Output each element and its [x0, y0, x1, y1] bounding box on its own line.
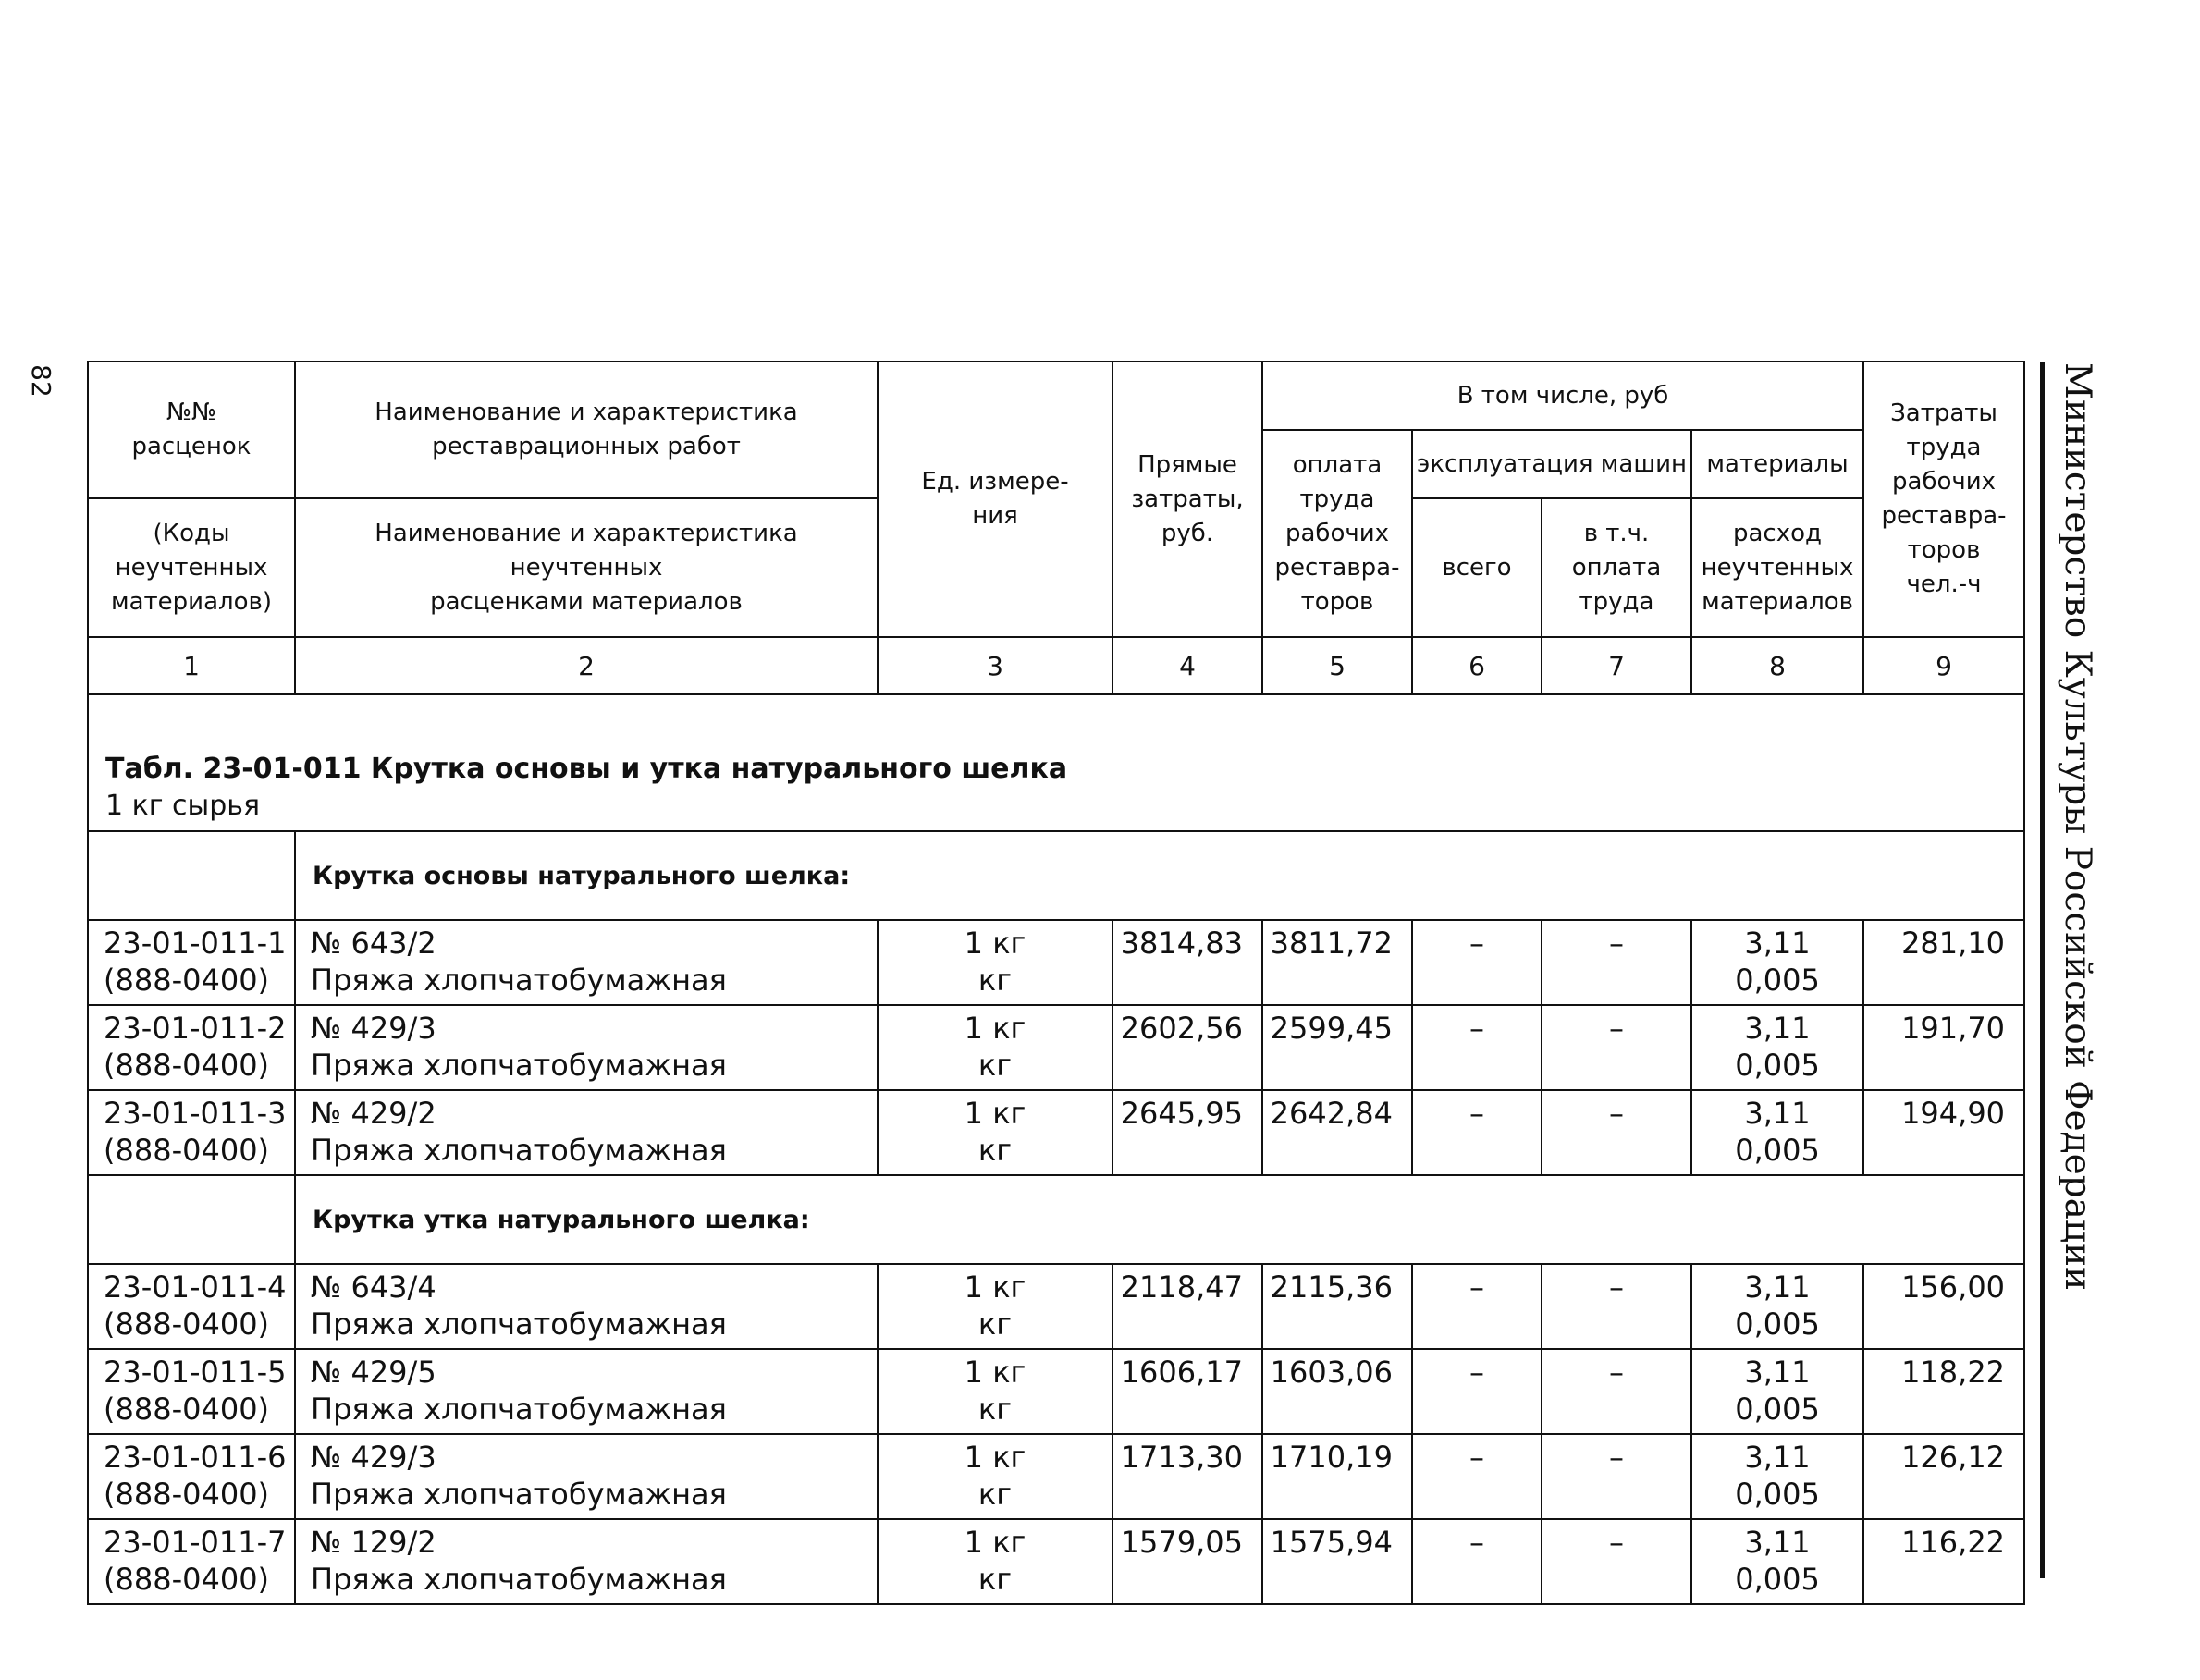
column-number: 6	[1412, 637, 1542, 694]
direct-costs-cell-line-1: 1579,05	[1120, 1525, 1243, 1560]
machines-labor-cell	[1542, 1264, 1691, 1349]
header-text-line: руб.	[1161, 519, 1214, 547]
work-name-cell	[295, 1090, 878, 1175]
work-name-cell-line-1: № 643/4	[311, 1269, 436, 1305]
labor-pay-cell-line-1: 2599,45	[1270, 1011, 1393, 1046]
work-name-cell-line-2: Пряжа хлопчатобумажная	[311, 1048, 727, 1083]
rate-code-cell	[88, 1519, 295, 1604]
table-row	[88, 920, 2024, 1005]
labor-pay-cell-line-1: 1710,19	[1270, 1440, 1393, 1475]
machines-total-cell-line-1: –	[1469, 1011, 1484, 1046]
unit-cell-line-1: 1 кг	[964, 1525, 1026, 1560]
header-text-line: торов	[1907, 536, 1981, 564]
header-text-line: труда	[1906, 434, 1982, 461]
labor-pay-cell	[1262, 1349, 1412, 1434]
unit-cell-line-2: кг	[977, 1306, 1013, 1342]
header-text-line: чел.-ч	[1906, 570, 1982, 598]
header-text-line: №№	[166, 399, 217, 426]
header-text-line: Ед. измере-	[921, 468, 1069, 496]
header-including-group: В том числе, руб	[1262, 362, 1863, 430]
materials-cell-line-2: 0,005	[1735, 1133, 1820, 1168]
direct-costs-cell-line-1: 2602,56	[1120, 1011, 1243, 1046]
table-caption-title: Табл. 23-01-011 Крутка основы и утка натурального шелка	[105, 753, 1068, 785]
header-text-line: Наименование и характеристика неучтенных	[375, 519, 798, 582]
materials-cell-line-1: 3,11	[1744, 1096, 1811, 1131]
rate-code-cell-line-1: 23-01-011-3	[104, 1096, 287, 1131]
labor-hours-cell-line-1: 194,90	[1901, 1096, 2006, 1131]
labor-pay-cell	[1262, 1005, 1412, 1090]
table-row	[88, 1264, 2024, 1349]
rate-code-cell-line-1: 23-01-011-7	[104, 1525, 287, 1560]
unit-cell-line-2: кг	[977, 1392, 1013, 1427]
header-text-line: материалов	[1702, 587, 1853, 616]
table-caption-row	[88, 694, 2024, 831]
column-number: 1	[88, 637, 295, 694]
header-text-line: неучтенных	[115, 553, 268, 582]
header-text-line: труда	[1579, 587, 1654, 616]
materials-cell-line-2: 0,005	[1735, 1562, 1820, 1597]
labor-hours-cell-line-1: 118,22	[1901, 1355, 2006, 1390]
column-number: 5	[1262, 637, 1412, 694]
machines-total-cell-line-1: –	[1469, 1525, 1484, 1560]
direct-costs-cell	[1112, 1005, 1262, 1090]
header-material-codes	[88, 498, 295, 637]
work-name-cell-line-1: № 429/3	[311, 1440, 436, 1475]
materials-cell	[1691, 1090, 1863, 1175]
materials-cell	[1691, 1434, 1863, 1519]
machines-total-cell	[1412, 1519, 1542, 1604]
machines-labor-cell	[1542, 1434, 1691, 1519]
materials-cell-line-2: 0,005	[1735, 1048, 1820, 1083]
header-text-line: неучтенных	[1701, 553, 1854, 582]
header-text-line: реставрационных работ	[432, 433, 741, 460]
header-text-line: затраты,	[1131, 484, 1244, 513]
materials-cell-line-1: 3,11	[1744, 1355, 1811, 1390]
work-name-cell	[295, 920, 878, 1005]
table-row	[88, 1434, 2024, 1519]
machines-labor-cell-line-1: –	[1609, 1011, 1624, 1046]
header-text-line: Затраты	[1890, 399, 1997, 427]
header-work-name	[295, 362, 878, 498]
header-text-line: оплата	[1571, 553, 1662, 582]
direct-costs-cell-line-1: 3814,83	[1120, 926, 1243, 961]
materials-cell-line-1: 3,11	[1744, 926, 1811, 961]
machines-total-cell	[1412, 1434, 1542, 1519]
header-text-line: Прямые	[1137, 450, 1237, 479]
header-text-line: реставра-	[1881, 502, 2007, 530]
header-machines-labor	[1542, 498, 1691, 637]
header-row-main	[88, 362, 2024, 430]
materials-cell	[1691, 1349, 1863, 1434]
header-text-line: ния	[972, 502, 1018, 530]
unit-cell-line-1: 1 кг	[964, 1011, 1026, 1046]
header-text-line: оплата	[1292, 450, 1383, 479]
header-text-line: Наименование и характеристика	[375, 399, 798, 426]
unit-cell-line-2: кг	[977, 963, 1013, 998]
work-name-cell-line-2: Пряжа хлопчатобумажная	[311, 1562, 727, 1597]
work-name-cell-line-2: Пряжа хлопчатобумажная	[311, 963, 727, 998]
work-name-cell-line-1: № 643/2	[311, 926, 436, 961]
group-empty-cell	[88, 831, 295, 920]
labor-hours-cell	[1863, 1090, 2024, 1175]
group-label: Крутка утка натурального шелка:	[295, 1175, 2024, 1264]
column-number-row	[88, 637, 2024, 694]
unit-cell-line-1: 1 кг	[964, 1096, 1026, 1131]
machines-labor-cell-line-1: –	[1609, 1525, 1624, 1560]
machines-labor-cell-line-1: –	[1609, 1355, 1624, 1390]
header-rate-number	[88, 362, 295, 498]
table-row	[88, 1005, 2024, 1090]
direct-costs-cell	[1112, 920, 1262, 1005]
table-header	[88, 362, 2024, 694]
page-number: 82	[26, 364, 56, 398]
labor-pay-cell	[1262, 1519, 1412, 1604]
work-name-cell	[295, 1005, 878, 1090]
rate-code-cell-line-2: (888-0400)	[104, 1306, 270, 1342]
unit-cell-line-1: 1 кг	[964, 1355, 1026, 1390]
header-machines: эксплуатация машин	[1412, 430, 1691, 498]
header-text-line: реставра-	[1274, 553, 1400, 582]
rate-code-cell-line-2: (888-0400)	[104, 963, 270, 998]
labor-hours-cell	[1863, 920, 2024, 1005]
table-row	[88, 1349, 2024, 1434]
machines-labor-cell	[1542, 1519, 1691, 1604]
header-material-name	[295, 498, 878, 637]
machines-total-cell	[1412, 1349, 1542, 1434]
machines-labor-cell-line-1: –	[1609, 1096, 1624, 1131]
machines-total-cell-line-1: –	[1469, 1269, 1484, 1305]
work-name-cell-line-1: № 129/2	[311, 1525, 436, 1560]
rate-code-cell-line-1: 23-01-011-6	[104, 1440, 287, 1475]
direct-costs-cell	[1112, 1090, 1262, 1175]
labor-pay-cell-line-1: 1575,94	[1270, 1525, 1393, 1560]
unit-cell	[878, 1264, 1112, 1349]
labor-hours-cell-line-1: 156,00	[1901, 1269, 2006, 1305]
unit-cell	[878, 1434, 1112, 1519]
column-number: 3	[878, 637, 1112, 694]
rate-code-cell	[88, 1005, 295, 1090]
work-name-cell-line-2: Пряжа хлопчатобумажная	[311, 1392, 727, 1427]
column-number: 9	[1863, 637, 2024, 694]
column-number: 2	[295, 637, 878, 694]
work-name-cell-line-2: Пряжа хлопчатобумажная	[311, 1477, 727, 1512]
header-text-line: в т.ч.	[1583, 519, 1650, 547]
direct-costs-cell	[1112, 1434, 1262, 1519]
labor-hours-cell	[1863, 1434, 2024, 1519]
rate-code-cell-line-2: (888-0400)	[104, 1133, 270, 1168]
work-name-cell-line-1: № 429/3	[311, 1011, 436, 1046]
header-text-line: рабочих	[1892, 468, 1997, 496]
direct-costs-cell-line-1: 1713,30	[1120, 1440, 1243, 1475]
unit-cell	[878, 1090, 1112, 1175]
materials-cell-line-1: 3,11	[1744, 1269, 1811, 1305]
direct-costs-cell-line-1: 1606,17	[1120, 1355, 1243, 1390]
machines-labor-cell-line-1: –	[1609, 1440, 1624, 1475]
header-text-line: труда	[1299, 484, 1375, 513]
side-title-text: Министерство Культуры Российской Федерации	[2057, 362, 2098, 1292]
header-unit	[878, 362, 1112, 637]
group-label: Крутка основы натурального шелка:	[295, 831, 2024, 920]
labor-hours-cell	[1863, 1349, 2024, 1434]
direct-costs-cell	[1112, 1349, 1262, 1434]
work-name-cell-line-1: № 429/5	[311, 1355, 436, 1390]
materials-cell-line-2: 0,005	[1735, 963, 1820, 998]
unit-cell	[878, 1349, 1112, 1434]
rate-code-cell-line-1: 23-01-011-4	[104, 1269, 287, 1305]
rate-code-cell	[88, 920, 295, 1005]
rate-code-cell-line-2: (888-0400)	[104, 1477, 270, 1512]
machines-labor-cell-line-1: –	[1609, 926, 1624, 961]
unit-cell-line-2: кг	[977, 1562, 1013, 1597]
header-text-line: расценок	[131, 433, 252, 460]
rates-table	[87, 361, 2025, 1605]
machines-total-cell-line-1: –	[1469, 1440, 1484, 1475]
materials-cell	[1691, 1264, 1863, 1349]
column-number: 7	[1542, 637, 1691, 694]
materials-cell	[1691, 1519, 1863, 1604]
unit-cell	[878, 920, 1112, 1005]
table-row	[88, 1090, 2024, 1175]
labor-pay-cell	[1262, 1264, 1412, 1349]
rate-code-cell-line-2: (888-0400)	[104, 1392, 270, 1427]
machines-total-cell	[1412, 1090, 1542, 1175]
machines-total-cell-line-1: –	[1469, 926, 1484, 961]
machines-labor-cell	[1542, 1090, 1691, 1175]
materials-cell-line-2: 0,005	[1735, 1392, 1820, 1427]
rate-code-cell	[88, 1090, 295, 1175]
labor-pay-cell-line-1: 3811,72	[1270, 926, 1393, 961]
labor-pay-cell	[1262, 1434, 1412, 1519]
header-text-line: расценками материалов	[430, 587, 743, 616]
header-text-line: рабочих	[1284, 519, 1390, 547]
labor-pay-cell	[1262, 920, 1412, 1005]
header-materials: материалы	[1691, 430, 1863, 498]
labor-hours-cell-line-1: 191,70	[1901, 1011, 2006, 1046]
header-direct-costs	[1112, 362, 1262, 637]
materials-cell	[1691, 1005, 1863, 1090]
materials-cell-line-1: 3,11	[1744, 1440, 1811, 1475]
header-machines-total: всего	[1412, 498, 1542, 637]
machines-total-cell	[1412, 920, 1542, 1005]
rate-code-cell-line-1: 23-01-011-2	[104, 1011, 287, 1046]
header-text-line: торов	[1300, 587, 1374, 616]
labor-hours-cell-line-1: 116,22	[1901, 1525, 2006, 1560]
table-row	[88, 1519, 2024, 1604]
rate-code-cell-line-1: 23-01-011-1	[104, 926, 287, 961]
group-row	[88, 1175, 2024, 1264]
work-name-cell-line-1: № 429/2	[311, 1096, 436, 1131]
header-labor-pay	[1262, 430, 1412, 637]
work-name-cell-line-2: Пряжа хлопчатобумажная	[311, 1133, 727, 1168]
table-caption	[88, 694, 2024, 831]
machines-labor-cell	[1542, 1005, 1691, 1090]
unit-cell-line-1: 1 кг	[964, 1440, 1026, 1475]
labor-hours-cell	[1863, 1264, 2024, 1349]
work-name-cell	[295, 1434, 878, 1519]
rate-code-cell	[88, 1434, 295, 1519]
unit-cell	[878, 1519, 1112, 1604]
unit-cell	[878, 1005, 1112, 1090]
materials-cell-line-2: 0,005	[1735, 1477, 1820, 1512]
header-text-line: расход	[1733, 519, 1823, 547]
header-labor-hours	[1863, 362, 2024, 637]
unit-cell-line-2: кг	[977, 1133, 1013, 1168]
direct-costs-cell	[1112, 1519, 1262, 1604]
group-row	[88, 831, 2024, 920]
table-body	[88, 694, 2024, 1604]
rate-code-cell-line-2: (888-0400)	[104, 1562, 270, 1597]
work-name-cell-line-2: Пряжа хлопчатобумажная	[311, 1306, 727, 1342]
direct-costs-cell	[1112, 1264, 1262, 1349]
labor-pay-cell-line-1: 2642,84	[1270, 1096, 1393, 1131]
side-title	[2057, 362, 2098, 1292]
labor-hours-cell-line-1: 126,12	[1901, 1440, 2006, 1475]
side-rule	[2040, 362, 2045, 1578]
rate-code-cell	[88, 1349, 295, 1434]
unit-cell-line-1: 1 кг	[964, 926, 1026, 961]
work-name-cell	[295, 1349, 878, 1434]
materials-cell	[1691, 920, 1863, 1005]
materials-cell-line-2: 0,005	[1735, 1306, 1820, 1342]
work-name-cell	[295, 1264, 878, 1349]
machines-labor-cell	[1542, 1349, 1691, 1434]
unit-cell-line-2: кг	[977, 1048, 1013, 1083]
group-empty-cell	[88, 1175, 295, 1264]
machines-total-cell-line-1: –	[1469, 1096, 1484, 1131]
machines-total-cell-line-1: –	[1469, 1355, 1484, 1390]
column-number: 8	[1691, 637, 1863, 694]
header-material-consumption	[1691, 498, 1863, 637]
rate-code-cell	[88, 1264, 295, 1349]
machines-total-cell	[1412, 1264, 1542, 1349]
materials-cell-line-1: 3,11	[1744, 1011, 1811, 1046]
rate-code-cell-line-1: 23-01-011-5	[104, 1355, 287, 1390]
labor-hours-cell	[1863, 1519, 2024, 1604]
direct-costs-cell-line-1: 2118,47	[1120, 1269, 1243, 1305]
machines-labor-cell-line-1: –	[1609, 1269, 1624, 1305]
materials-cell-line-1: 3,11	[1744, 1525, 1811, 1560]
work-name-cell	[295, 1519, 878, 1604]
machines-labor-cell	[1542, 920, 1691, 1005]
labor-pay-cell-line-1: 2115,36	[1270, 1269, 1393, 1305]
machines-total-cell	[1412, 1005, 1542, 1090]
unit-cell-line-1: 1 кг	[964, 1269, 1026, 1305]
labor-pay-cell-line-1: 1603,06	[1270, 1355, 1393, 1390]
header-text-line: материалов)	[110, 587, 272, 616]
direct-costs-cell-line-1: 2645,95	[1120, 1096, 1243, 1131]
header-text-line: (Коды	[153, 519, 230, 547]
labor-pay-cell	[1262, 1090, 1412, 1175]
unit-cell-line-2: кг	[977, 1477, 1013, 1512]
table-caption-unit: 1 кг сырья	[105, 790, 260, 822]
rate-code-cell-line-2: (888-0400)	[104, 1048, 270, 1083]
column-number: 4	[1112, 637, 1262, 694]
labor-hours-cell-line-1: 281,10	[1901, 926, 2006, 961]
labor-hours-cell	[1863, 1005, 2024, 1090]
